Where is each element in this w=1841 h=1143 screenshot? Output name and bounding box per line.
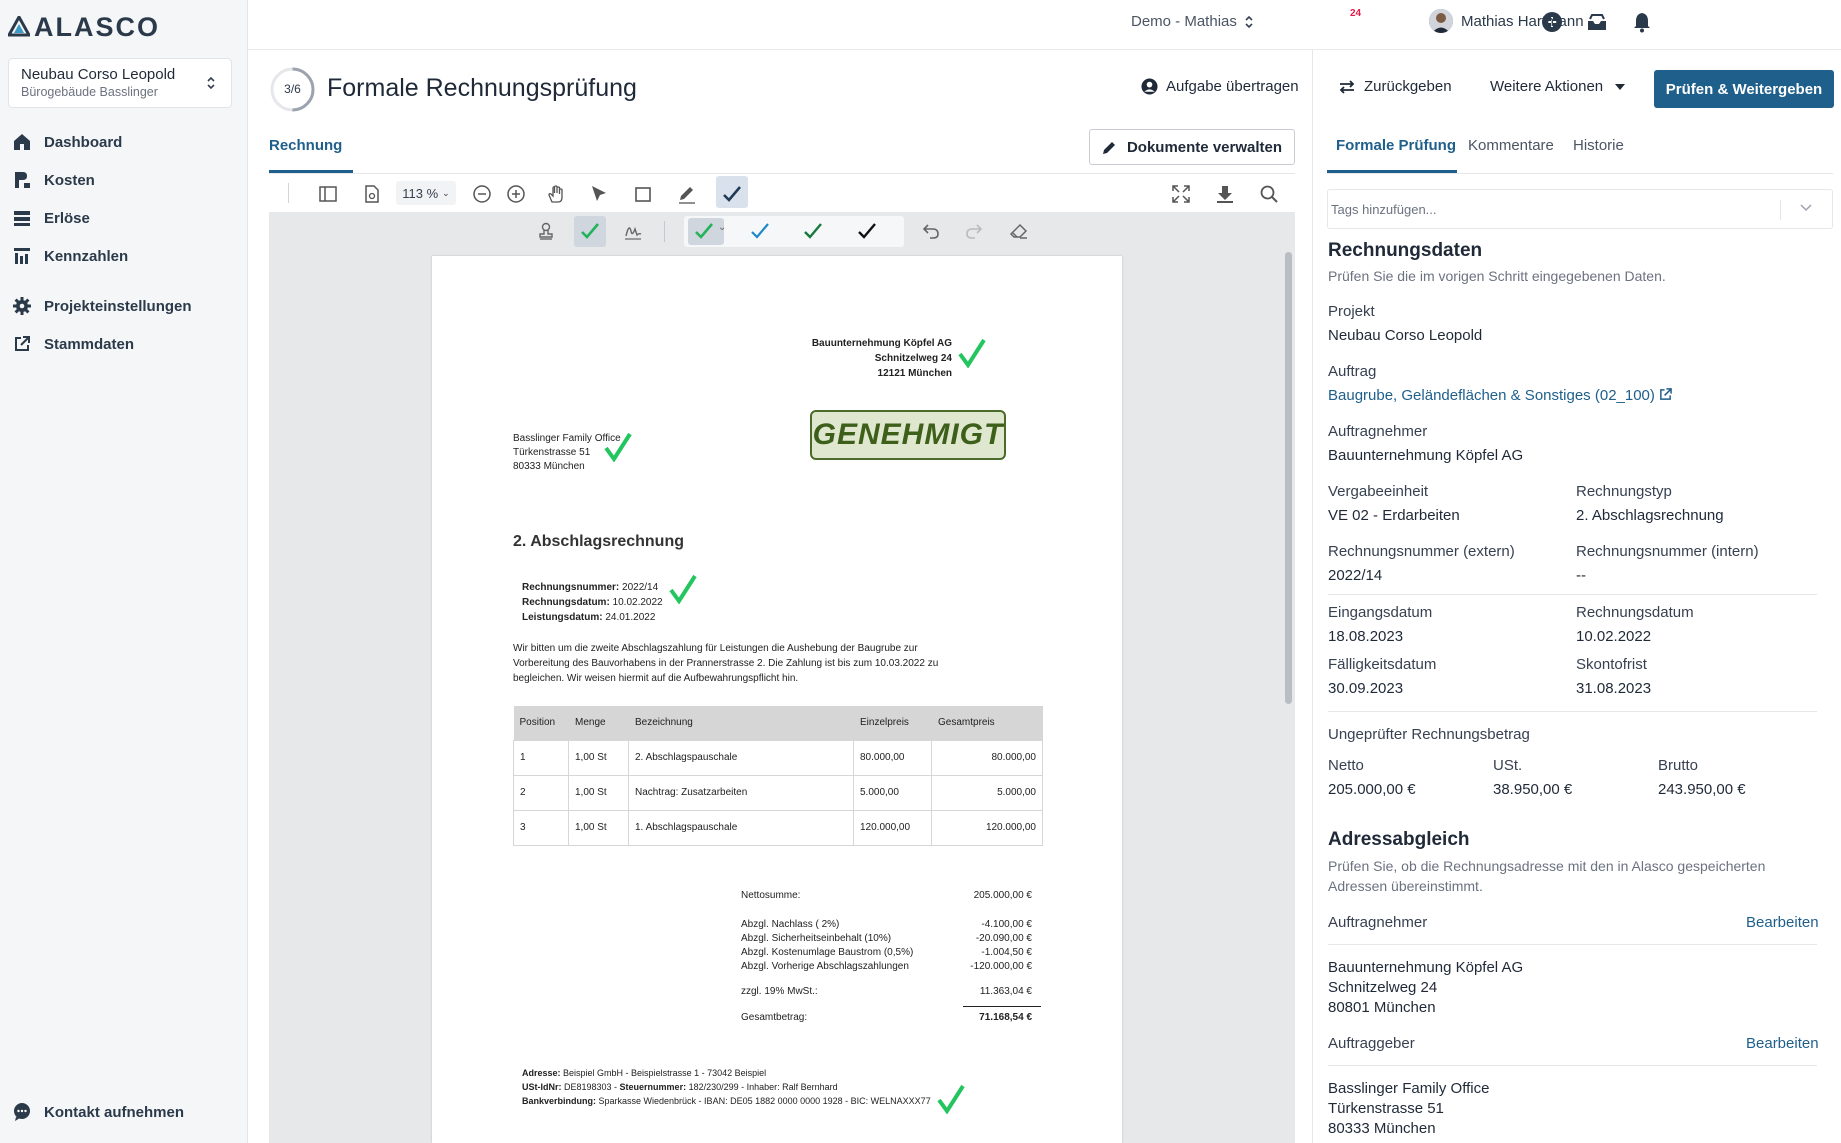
sender-city: 12121 München bbox=[877, 368, 952, 379]
manage-documents-button[interactable] bbox=[1089, 129, 1295, 165]
net-value: 205.000,00 € bbox=[1328, 781, 1416, 798]
logo-text: ALASCO bbox=[34, 11, 160, 42]
section-divider bbox=[1328, 594, 1817, 595]
order-link[interactable]: Baugrube, Geländeflächen & Sonstiges (02_100) bbox=[1328, 387, 1672, 404]
chevron-down-icon[interactable] bbox=[1800, 204, 1812, 212]
return-label: Zurückgeben bbox=[1364, 78, 1452, 95]
user-menu[interactable] bbox=[1429, 9, 1584, 33]
invoice-type-value: 2. Abschlagsrechnung bbox=[1576, 507, 1724, 524]
address-contractor-label: Auftragnehmer bbox=[1328, 914, 1428, 931]
download-icon[interactable] bbox=[1215, 184, 1235, 204]
sum-value: -20.090,00 € bbox=[975, 933, 1032, 944]
edit-contractor-link[interactable]: Bearbeiten bbox=[1746, 914, 1819, 931]
internal-number-value: -- bbox=[1576, 567, 1586, 584]
project-value: Neubau Corso Leopold bbox=[1328, 327, 1483, 344]
avatar bbox=[1429, 9, 1453, 33]
invoice-table bbox=[513, 706, 1043, 846]
recipient-city: 80333 München bbox=[513, 461, 585, 472]
footer-address: Adresse: Beispiel GmbH - Beispielstrasse 1 - 73042 Beispiel bbox=[522, 1068, 767, 1078]
external-number-value: 2022/14 bbox=[1328, 567, 1383, 584]
invoice-date-label: Rechnungsdatum bbox=[1576, 604, 1694, 621]
chevron-down-icon: ⌄ bbox=[442, 187, 450, 198]
tab-invoice[interactable]: Rechnung bbox=[269, 137, 343, 154]
contractor-label: Auftragnehmer bbox=[1328, 423, 1428, 440]
invoice-data-heading: Rechnungsdaten bbox=[1328, 240, 1483, 261]
project-label: Projekt bbox=[1328, 303, 1375, 320]
home-icon bbox=[12, 132, 32, 152]
stamp-icon[interactable] bbox=[536, 221, 556, 241]
address-check-subtitle: Prüfen Sie, ob die Rechnungsadresse mit den in Alasco gespeicherten bbox=[1328, 858, 1766, 874]
pointer-select-icon[interactable] bbox=[589, 184, 609, 204]
sender-name: Bauunternehmung Köpfel AG bbox=[811, 338, 952, 349]
sum-value: 11.363,04 € bbox=[979, 986, 1032, 997]
unit-label: Vergabeeinheit bbox=[1328, 483, 1429, 500]
sort-caret-icon bbox=[1245, 15, 1253, 29]
project-subtitle: Bürogebäude Basslinger bbox=[21, 85, 158, 99]
sidebar-item-label: Kennzahlen bbox=[44, 247, 129, 265]
tags-input[interactable] bbox=[1327, 189, 1833, 229]
tab-history[interactable]: Historie bbox=[1573, 137, 1624, 154]
section-divider bbox=[1328, 944, 1817, 945]
unit-value: VE 02 - Erdarbeiten bbox=[1328, 507, 1460, 524]
sidebar-item-label: Stammdaten bbox=[44, 335, 135, 353]
invoice-page bbox=[432, 256, 1122, 1143]
table-header-row bbox=[514, 706, 1043, 740]
sender-street: Schnitzelweg 24 bbox=[874, 353, 952, 364]
zoom-select[interactable] bbox=[396, 181, 456, 205]
invoice-meta-number: Rechnungsnummer: 2022/14 bbox=[522, 582, 659, 593]
contractor-address-line: Schnitzelweg 24 bbox=[1328, 979, 1438, 996]
sidebar-item-stammdaten[interactable] bbox=[12, 332, 134, 356]
dark-green-check-style-icon[interactable] bbox=[803, 221, 823, 241]
checkmark-tool-icon[interactable] bbox=[722, 184, 742, 204]
environment-switcher[interactable] bbox=[1131, 13, 1253, 30]
edit-client-link[interactable]: Bearbeiten bbox=[1746, 1035, 1819, 1052]
sidebar-item-label: Erlöse bbox=[44, 209, 90, 227]
green-check-icon bbox=[937, 1084, 965, 1114]
green-check-style-icon[interactable] bbox=[694, 221, 714, 241]
address-check-heading: Adressabgleich bbox=[1328, 829, 1470, 850]
search-icon[interactable] bbox=[1259, 184, 1279, 204]
due-date-label: Fälligkeitsdatum bbox=[1328, 656, 1437, 673]
recipient-street: Türkenstrasse 51 bbox=[513, 447, 591, 458]
sidebar-item-label: Kosten bbox=[44, 171, 95, 189]
discount-deadline-value: 31.08.2023 bbox=[1576, 680, 1652, 697]
project-selector[interactable] bbox=[8, 58, 232, 108]
vat-label: USt. bbox=[1493, 757, 1523, 774]
invoice-meta-date: Rechnungsdatum: 10.02.2022 bbox=[522, 597, 663, 608]
table-row: 3 1,00 St 1. Abschlagspauschale 120.000,00 120.000,00 bbox=[514, 810, 1043, 845]
address-check-subtitle: Adressen übereinstimmt. bbox=[1328, 878, 1483, 894]
pencil-icon bbox=[1102, 140, 1117, 155]
sidebar-item-kennzahlen[interactable] bbox=[12, 244, 128, 268]
sidebar-item-dashboard[interactable] bbox=[12, 130, 122, 154]
discount-deadline-label: Skontofrist bbox=[1576, 656, 1647, 673]
zoom-in-icon[interactable] bbox=[506, 184, 526, 204]
page-settings-icon[interactable] bbox=[362, 184, 382, 204]
green-check-tool-icon[interactable] bbox=[580, 221, 600, 241]
sidebar-toggle-icon[interactable] bbox=[318, 184, 338, 204]
redo-icon[interactable] bbox=[964, 221, 984, 241]
table-row: 2 1,00 St Nachtrag: Zusatzarbeiten 5.000,00 5.000,00 bbox=[514, 775, 1043, 810]
sum-label: zzgl. 19% MwSt.: bbox=[741, 986, 818, 997]
external-link-icon bbox=[1659, 388, 1672, 401]
green-check-icon bbox=[958, 338, 986, 368]
sidebar-item-label: Dashboard bbox=[44, 133, 123, 151]
contact-button[interactable] bbox=[12, 1100, 184, 1124]
signature-icon[interactable] bbox=[623, 221, 643, 241]
received-date-value: 18.08.2023 bbox=[1328, 628, 1404, 645]
section-divider bbox=[1328, 1065, 1817, 1066]
bell-icon[interactable] bbox=[1631, 11, 1653, 33]
invoice-body-line: Vorbereitung des Bauvorhabens in der Prannerstrasse 2. Die Zahlung ist bis zum 10.03.2022 zu bbox=[513, 658, 939, 669]
fullscreen-icon[interactable] bbox=[1171, 184, 1191, 204]
client-address-line: Basslinger Family Office bbox=[1328, 1080, 1490, 1097]
net-label: Netto bbox=[1328, 757, 1364, 774]
external-number-label: Rechnungsnummer (extern) bbox=[1328, 543, 1515, 560]
transfer-task-label: Aufgabe übertragen bbox=[1166, 78, 1299, 95]
sum-label: Gesamtbetrag: bbox=[741, 1012, 808, 1023]
sort-caret-icon bbox=[207, 76, 215, 90]
invoice-type-label: Rechnungstyp bbox=[1576, 483, 1672, 500]
column-header: Position bbox=[514, 706, 569, 740]
sum-label: Abzgl. Sicherheitseinbehalt (10%) bbox=[741, 933, 892, 944]
user-name: Mathias Hartmann bbox=[1461, 12, 1584, 30]
tags-placeholder: Tags hinzufügen... bbox=[1331, 202, 1437, 217]
gear-icon bbox=[12, 296, 32, 316]
footer-bank: Bankverbindung: Sparkasse Wiedenbrück - IBAN: DE05 1882 0000 0000 1928 - BIC: WELNAXXX77 bbox=[522, 1096, 931, 1106]
tab-formal-check[interactable]: Formale Prüfung bbox=[1336, 137, 1457, 154]
client-address-line: 80333 München bbox=[1328, 1120, 1436, 1137]
invoice-heading: 2. Abschlagsrechnung bbox=[513, 533, 684, 550]
draw-pen-icon[interactable] bbox=[677, 184, 697, 204]
undo-icon[interactable] bbox=[921, 221, 941, 241]
toolbar-divider bbox=[288, 183, 289, 203]
eraser-icon[interactable] bbox=[1009, 221, 1029, 241]
user-circle-icon bbox=[1141, 78, 1158, 95]
vat-value: 38.950,00 € bbox=[1493, 781, 1573, 798]
project-name: Neubau Corso Leopold bbox=[21, 66, 176, 83]
blue-check-style-icon[interactable] bbox=[750, 221, 770, 241]
manage-documents-label: Dokumente verwalten bbox=[1126, 138, 1283, 156]
sidebar-item-projekteinstellungen[interactable] bbox=[12, 294, 192, 318]
gross-label: Brutto bbox=[1658, 757, 1699, 774]
sidebar-item-kosten[interactable] bbox=[12, 168, 95, 192]
order-label: Auftrag bbox=[1328, 363, 1377, 380]
column-header: Gesamtpreis bbox=[932, 706, 1043, 740]
address-client-label: Auftraggeber bbox=[1328, 1035, 1415, 1052]
sidebar-item-label: Projekteinstellungen bbox=[44, 297, 192, 315]
alasco-logo-icon bbox=[8, 16, 30, 38]
tab-comments[interactable]: Kommentare bbox=[1468, 137, 1554, 154]
chat-icon bbox=[12, 1102, 32, 1122]
chart-icon bbox=[12, 246, 32, 266]
cost-icon bbox=[12, 170, 32, 190]
client-address-line: Türkenstrasse 51 bbox=[1328, 1100, 1444, 1117]
notification-badge: 24 bbox=[1350, 8, 1362, 19]
chevron-down-icon[interactable]: ⌄ bbox=[718, 222, 727, 233]
alasco-logo[interactable] bbox=[8, 12, 160, 42]
viewer-scrollbar[interactable] bbox=[1285, 252, 1292, 704]
green-check-icon bbox=[669, 574, 697, 604]
contractor-address-line: Bauunternehmung Köpfel AG bbox=[1328, 959, 1524, 976]
green-check-icon bbox=[604, 432, 632, 462]
unchecked-amount-label: Ungeprüfter Rechnungsbetrag bbox=[1328, 726, 1530, 743]
hand-pan-icon[interactable] bbox=[546, 184, 566, 204]
footer-tax: USt-IdNr: DE8198303 - Steuernummer: 182/230/299 - Inhaber: Ralf Bernhard bbox=[522, 1082, 838, 1092]
invoice-data-subtitle: Prüfen Sie die im vorigen Schritt eingegebenen Daten. bbox=[1328, 268, 1666, 284]
check-and-forward-button[interactable]: Prüfen & Weitergeben bbox=[1654, 70, 1834, 108]
invoice-date-value: 10.02.2022 bbox=[1576, 628, 1652, 645]
sum-label: Abzgl. Kostenumlage Baustrom (0,5%) bbox=[741, 947, 914, 958]
environment-label: Demo - Mathias bbox=[1131, 13, 1237, 30]
gross-value: 243.950,00 € bbox=[1658, 781, 1746, 798]
section-divider bbox=[1328, 711, 1817, 712]
black-check-style-icon[interactable] bbox=[857, 221, 877, 241]
due-date-value: 30.09.2023 bbox=[1328, 680, 1404, 697]
revenue-icon bbox=[12, 208, 32, 228]
sidebar bbox=[0, 0, 248, 1143]
invoice-meta-service-date: Leistungsdatum: 24.01.2022 bbox=[522, 612, 656, 623]
zoom-out-icon[interactable] bbox=[472, 184, 492, 204]
column-header: Menge bbox=[569, 706, 629, 740]
progress-label: 3/6 bbox=[284, 82, 301, 96]
recipient-name: Basslinger Family Office bbox=[513, 433, 621, 444]
internal-number-label: Rechnungsnummer (intern) bbox=[1576, 543, 1759, 560]
sum-value: -120.000,00 € bbox=[970, 961, 1032, 972]
more-actions-label: Weitere Aktionen bbox=[1490, 78, 1604, 95]
received-date-label: Eingangsdatum bbox=[1328, 604, 1433, 621]
column-header: Einzelpreis bbox=[854, 706, 932, 740]
sum-value: -1.004,50 € bbox=[981, 947, 1032, 958]
sum-value: 205.000,00 € bbox=[973, 890, 1032, 901]
sidebar-item-erloese[interactable] bbox=[12, 206, 90, 230]
sum-value: -4.100,00 € bbox=[981, 919, 1032, 930]
inbox-icon[interactable] bbox=[1586, 11, 1608, 33]
invoice-body-line: Wir bitten um die zweite Abschlagszahlung für Leistungen die Aushebung der Baugrube zur bbox=[513, 643, 918, 654]
external-link-icon bbox=[12, 334, 32, 354]
contractor-value: Bauunternehmung Köpfel AG bbox=[1328, 447, 1524, 464]
column-header: Bezeichnung bbox=[629, 706, 854, 740]
sum-label: Abzgl. Vorherige Abschlagszahlungen bbox=[741, 961, 909, 972]
rectangle-icon[interactable] bbox=[633, 184, 653, 204]
input-separator bbox=[1780, 200, 1781, 220]
approved-stamp: GENEHMIGT bbox=[810, 410, 1006, 460]
sum-label: Nettosumme: bbox=[741, 890, 801, 901]
transfer-task-button[interactable] bbox=[1141, 78, 1299, 95]
contact-label: Kontakt aufnehmen bbox=[44, 1103, 185, 1121]
sum-label: Abzgl. Nachlass ( 2%) bbox=[741, 919, 840, 930]
page-title: Formale Rechnungsprüfung bbox=[327, 74, 637, 102]
toolbar-divider bbox=[664, 221, 665, 242]
invoice-body-line: begleichen. Wir weisen hiermit auf die Aufbewahrungspflicht hin. bbox=[513, 673, 799, 684]
tab-divider bbox=[1327, 173, 1833, 174]
table-row: 1 1,00 St 2. Abschlagspauschale 80.000,00 80.000,00 bbox=[514, 740, 1043, 775]
sum-divider bbox=[963, 1006, 1041, 1007]
total-value: 71.168,54 € bbox=[979, 1012, 1032, 1023]
contractor-address-line: 80801 München bbox=[1328, 999, 1436, 1016]
zoom-level: 113 % bbox=[402, 185, 439, 201]
